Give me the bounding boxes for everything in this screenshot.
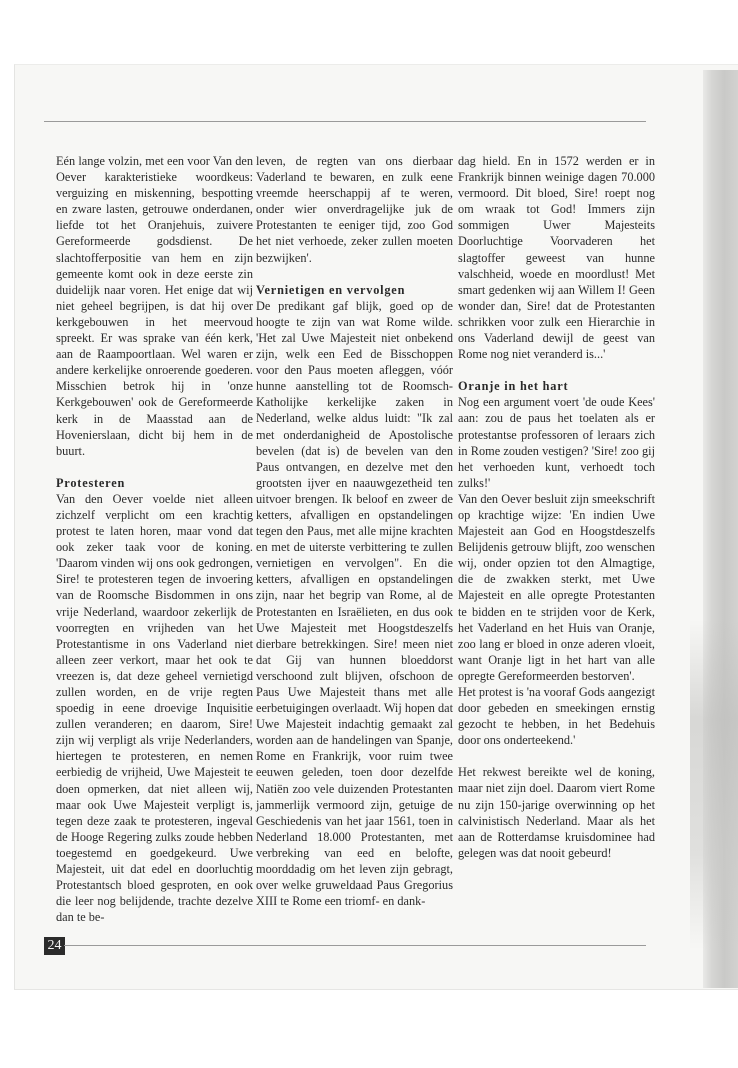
page-number: 24 — [44, 937, 65, 955]
section-heading-protesteren: Protesteren — [56, 475, 126, 490]
paragraph: leven, de regten van ons dierbaar Vaderland te bewaren, en zulk eene vreemde heerschappij af te weren, onder wier onverdragelijke juk de Protestanten te eeniger tijd, zoo God het niet verhoede, zeker zullen moeten bezwijken'. — [256, 154, 453, 265]
paragraph: dag hield. En in 1572 werden er in Frankrijk binnen weinige dagen 70.000 vermoord. Dit bloed, Sire! roept nog om wraak tot God! Immers zijn sommigen Uwer Majesteits Doorluchtige Voorvaderen het slagtoffer geweest van hunne valschheid, woede en moordlust! Met smart gedenken wij aan Willem I! Geen wonder dan, Sire! dat de Protestanten schrikken voor zulk een Hierarchie in ons Vaderland dewijl de geest van Rome nog niet veranderd is...' — [458, 154, 655, 362]
paragraph: Eén lange volzin, met een voor Van den Oever karakteristieke woordkeus: verguizing en miskenning, bespotting en zware lasten, getrouwe onderdanen, liefde tot het Oranjehuis, zuivere Gereformeerde godsdienst. De slachtofferpositie van hem en zijn gemeente komt ook in deze eerste zin duidelijk naar voren. Het enige dat wij niet geheel begrijpen, is dat hij over kerkgebouwen in het meervoud spreekt. Er was sprake van één kerk, aan de Raampoortlaan. Wel waren er andere kerkelijke onroerende goederen. Misschien betrok hij in 'onze Kerkgebouwen' ook de Gereformeerde kerk in de Maasstad aan de Hovenierslaan, dicht bij hem in de buurt. — [56, 154, 253, 458]
paragraph: Het protest is 'na vooraf Gods aangezigt door gebeden en smeekingen ernstig gezocht te hebben, in het Bedehuis door ons onderteekend.' — [458, 685, 655, 748]
column-3 — [458, 153, 655, 861]
page-edge-shadow-lower — [690, 620, 738, 950]
paragraph: De predikant gaf blijk, goed op de hoogte te zijn van wat Rome wilde. 'Het zal Uwe Majesteit niet onbekend zijn, welk een Eed de Bisschoppen voor den Paus moeten afleggen, vóór hunne aanstelling tot de Roomsch-Katholijke kerkelijke zaken in Nederland, welke aldus luidt: "Ik zal met onderdanigheid de Apostolische bevelen (dat is) de bevelen van den Paus ontvangen, en dezelve met den grootsten ijver en naauwgezetheid ten uitvoer brengen. Ik beloof en zweer de ketters, afvalligen en opstandelingen tegen den Paus, met alle mijne krachten en met de uiterste verbittering te zullen vernietigen en vervolgen". En die ketters, afvalligen en opstandelingen zijn, naar het begrip van Rome, al de Protestanten en Israëlieten, en dus ook Uwe Majesteit met Hoogstdeszelfs dierbare betrekkingen. Sire! meen niet dat Gij van hunnen bloeddorst verschoond zult blijven, ofschoon de Paus Uwe Majesteit thans met alle eerbetuigingen overlaadt. Wij hopen dat Uwe Majesteit indachtig gemaakt zal worden aan de handelingen van Spanje, Rome en Frankrijk, voor ruim twee eeuwen geleden, toen door dezelfde Natiën zoo vele duizenden Protestanten jammerlijk vermoord zijn, getuige de Geschiedenis van het jaar 1561, toen in Nederland 18.000 Protestanten, met verbreking van eed en belofte, moorddadig om het leven zijn gebragt, over welke gruweldaad Paus Gregorius XIII te Rome een triomf- en dank- — [256, 298, 453, 909]
section-heading-vernietigen: Vernietigen en vervolgen — [256, 282, 406, 297]
column-1 — [56, 153, 253, 925]
section-heading-oranje: Oranje in het hart — [458, 379, 569, 394]
header-rule — [44, 121, 646, 122]
paragraph: Van den Oever besluit zijn smeekschrift op krachtige wijze: 'En indien Uwe Majesteit aan God en Hoogstdeszelfs Belijdenis getrouw blijft, zoo wenschen wij, onder opzien tot den Almagtige, die de zwakken sterkt, met Uwe Majesteit en alle opregte Protestanten te bidden en te strijden voor de Kerk, het Vaderland en het Huis van Oranje, zoo lang er bloed in onze aderen vloeit, want Oranje ligt in het hart van alle opregte Gereformeerden bestorven'. — [458, 491, 655, 683]
footer-rule — [64, 945, 646, 946]
column-2 — [256, 153, 453, 909]
paragraph: Nog een argument voert 'de oude Kees' aan: zou de paus het toelaten als er protestantse professoren of leraars zich in Rome zouden vestigen? 'Sire! zoo gij het verhoeden kunt, verhoedt toch zulks!' — [458, 395, 655, 490]
paragraph: Van den Oever voelde niet alleen zichzelf verplicht om een krachtig protest te laten horen, maar vond dat ook zeker taak voor de koning. 'Daarom vinden wij ons ook gedrongen, Sire! te protesteren tegen de invoering van de Roomsche Bisdommen in ons vrije Nederland, waardoor zekerlijk de voorregten en vrijheden van het Protestantisme in ons Vaderland niet alleen zeer verkort, maar het ook te vreezen is, dat deze geheel vernietigd zullen worden, en de vrije regten spoedig in eene droevige Inquisitie zullen veranderen; en daarom, Sire! zijn wij verpligt als vrije Nederlanders, hiertegen te protesteren, en nemen eerbiedig de vrijheid, Uwe Majesteit te doen opmerken, dat niet alleen wij, maar ook Uwe Majesteit verpligt is, tegen deze zaak te protesteren, ingeval de Hooge Regering zulks zoude hebben toegestemd en goedgekeurd. Uwe Majesteit, uit dat edel en doorluchtig Protestantsch bloed gesproten, en ook die leer nog belijdende, trachte dezelve dan te be- — [56, 491, 253, 925]
paragraph: Het rekwest bereikte wel de koning, maar niet zijn doel. Daarom viert Rome nu zijn 150-jarige overwinning op het calvinistisch Nederland. Maar als het aan de Rotterdamse kruisdominee had gelegen was dat nooit gebeurd! — [458, 765, 655, 860]
